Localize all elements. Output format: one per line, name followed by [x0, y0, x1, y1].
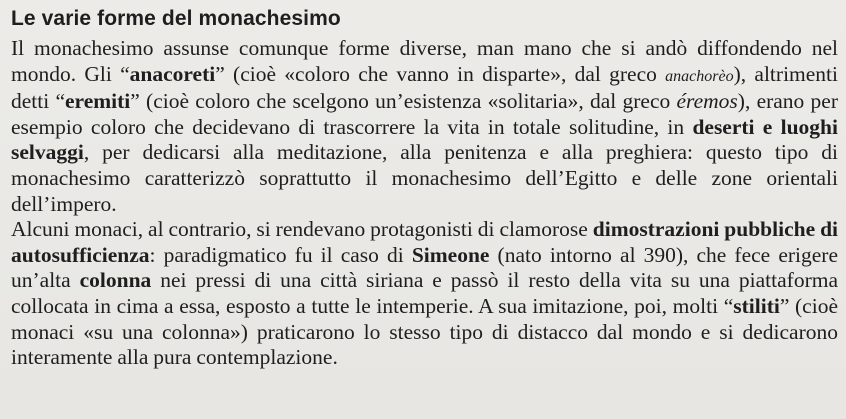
term-colonna: colonna — [79, 268, 152, 293]
term-stiliti: stiliti — [733, 293, 780, 318]
term-anacoreti: anacoreti — [129, 61, 216, 86]
p1-text-6: , per dedicarsi alla meditazione, alla penitenza e alla preghiera: questo tipo di monachesimo caratterizzò soprattutto il monachesimo dell’Egitto e delle zone orientali dell’impero. — [11, 140, 838, 216]
term-simeone: Simeone — [411, 242, 490, 267]
p1-text-4: ” (cioè coloro che scelgono un’esistenza «solitaria», dal greco — [130, 89, 677, 114]
p1-text-2: ” (cioè «coloro che vanno in disparte», dal greco — [215, 61, 666, 86]
term-dimostrazioni: dimostrazioni pubbliche di autosufficienza — [11, 217, 838, 267]
p2-text-2: : paradigmatico fu il caso di — [149, 242, 412, 267]
p2-text-4: nei pressi di una città siriana e passò il resto della vita su una piattaforma collocata in cima a essa, esposto a tutte le intemperie. A sua imitazione, poi, molti “ — [11, 268, 838, 318]
greek-anachoreo: anachorèo — [665, 67, 734, 85]
term-eremiti: eremiti — [65, 89, 131, 114]
p2-text-3: (nato intorno al 390), che fece erigere un’alta — [11, 242, 838, 293]
p1-text-5: ), erano per esempio coloro che decidevano di trascorrere la vita in totale solitudine, in — [11, 89, 838, 139]
section-title: Le varie forme del monachesimo — [11, 7, 341, 30]
p2-text-5: ” (cioè monaci «su una colonna») praticarono lo stesso tipo di distacco dal mondo e si dedicarono interamente alla pura contemplazione. — [11, 293, 838, 370]
term-deserti: deserti e luoghi selvaggi — [11, 114, 838, 165]
p2-text-1: Alcuni monaci, al contrario, si rendevano protagonisti di clamorose — [11, 217, 593, 242]
p1-text-3: ), altrimenti detti “ — [11, 61, 838, 114]
paragraph-stiliti — [11, 217, 838, 371]
greek-eremos: éremos — [676, 89, 738, 114]
p1-text-1: Il monachesimo assunse comunque forme diverse, man mano che si andò diffondendo nel mondo. Gli “ — [11, 36, 838, 86]
paragraph-anacoreti — [11, 36, 838, 217]
